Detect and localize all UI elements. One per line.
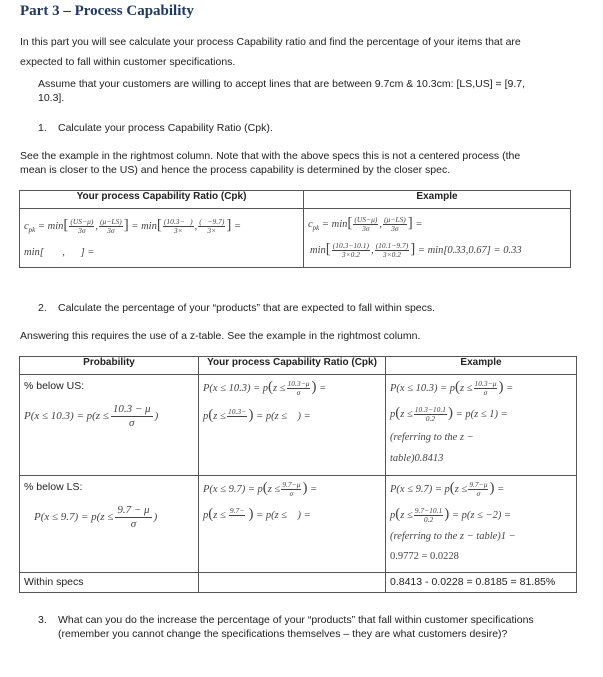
q2-number: 2. xyxy=(38,302,47,314)
below-us-answer-cell[interactable] xyxy=(199,375,386,476)
below-us-cell xyxy=(20,375,199,476)
cpk-min-row: min[ , ] = xyxy=(24,247,95,258)
within-specs-example-cell xyxy=(386,573,577,593)
below-us-ex-line4: table)0.8413 xyxy=(390,453,444,464)
below-us-ex-line3: (referring to the z − xyxy=(390,432,474,443)
intro-line-2: expected to fall within customer specifications. xyxy=(20,56,236,68)
cpk-col-header: Your process Capability Ratio (Cpk) xyxy=(20,191,304,209)
within-specs-example: 0.8413 - 0.0228 = 0.8185 = 81.85% xyxy=(390,576,556,588)
below-ls-formula: P(x ≤ 9.7) = p(z ≤ $\frac{9.7 - \mu}{\sigma}$ ) xyxy=(34,504,158,530)
cpk-example-cell xyxy=(304,209,571,268)
below-us-ex-line2: p(z ≤ $\frac{10.3-10.1}{0.2}$ ) = p(z ≤ 1) = xyxy=(390,405,508,424)
below-us-formula: P(x ≤ 10.3) = p(z ≤ $\frac{10.3 - \mu}{\sigma}$ ) xyxy=(24,403,159,429)
cpk-table xyxy=(19,190,571,268)
below-ls-example-cell xyxy=(386,476,577,573)
cpk-answer-cell[interactable] xyxy=(20,209,304,268)
assume-line-1: Assume that your customers are willing to accept lines that are between 9.7cm & 10.3cm: [LS,US] = [9.7, xyxy=(38,78,526,90)
section-title: Part 3 – Process Capability xyxy=(20,3,194,19)
below-us-ex-line1: P(x ≤ 10.3) = p(z ≤ $\frac{10.3-\mu}{\sigma}$ ) = xyxy=(390,379,514,398)
below-us-answer-line1: P(x ≤ 10.3) = p(z ≤ $\frac{10.3-\mu}{\sigma}$ ) = xyxy=(203,379,327,398)
below-ls-label: % below LS: xyxy=(24,481,83,493)
q1-number: 1. xyxy=(38,122,47,134)
below-us-label: % below US: xyxy=(24,380,85,392)
within-specs-answer-cell[interactable] xyxy=(199,573,386,593)
ex-cpk-result: min[ $\frac{(10.3-10.1)}{3\times 0.2}$ , $\frac{(10.1-9.7)}{3\times 0.2}$ ] = min[0.33,0.67] = 0.33 xyxy=(310,241,522,260)
see-line-1: See the example in the rightmost column. Note that with the above specs this is not a centered process (the xyxy=(20,150,521,162)
example-col-header: Example xyxy=(304,191,571,209)
q1-text: Calculate your process Capability Ratio (Cpk). xyxy=(58,122,273,134)
within-specs-label: Within specs xyxy=(24,576,84,588)
below-ls-answer-line1: P(x ≤ 9.7) = p(z ≤ $\frac{9.7-\mu}{\sigma}$ ) = xyxy=(203,480,318,499)
below-ls-ex-line4: 0.9772 = 0.0228 xyxy=(390,551,459,562)
cpk-formula: $c_{pk} = \min$[ $\frac{(US-\mu)}{3\sigma}$ , $\frac{(\mu-LS)}{3\sigma}$ ] = min[ $\frac{(10.3- )}{3\times}$ , $\frac{( -9.7)}{3\times}$ ] = xyxy=(24,217,242,236)
below-ls-ex-line3: (referring to the z − table)1 − xyxy=(390,531,516,542)
below-ls-answer-line2: p(z ≤ 9.7− ) = p(z ≤ ) = xyxy=(203,506,311,522)
below-ls-ex-line2: p(z ≤ $\frac{9.7-10.1}{0.2}$ ) = p(z ≤ −2) = xyxy=(390,506,512,525)
q3-number: 3. xyxy=(38,614,47,626)
below-us-answer-line2: p(z ≤ 10.3− ) = p(z ≤ ) = xyxy=(203,407,311,423)
q3-line-2: (remember you cannot change the specifications themselves – they are what customers desire)? xyxy=(58,628,508,640)
within-specs-cell xyxy=(20,573,199,593)
below-us-example-cell xyxy=(386,375,577,476)
see-line-2: mean is closer to the US) and hence the process capability is determined by the closer spec. xyxy=(20,164,451,176)
answering-text: Answering this requires the use of a z-table. See the example in the rightmost column. xyxy=(20,330,421,342)
example-header: Example xyxy=(386,357,577,375)
cpk-process-header: Your process Capability Ratio (Cpk) xyxy=(199,357,386,375)
probability-table xyxy=(19,356,577,593)
probability-header: Probability xyxy=(20,357,199,375)
below-ls-answer-cell[interactable] xyxy=(199,476,386,573)
q2-text: Calculate the percentage of your “products” that are expected to fall within specs. xyxy=(58,302,436,314)
ex-cpk-formula: $c_{pk} = \min$[ $\frac{(US-\mu)}{3\sigma}$ , $\frac{(\mu-LS)}{3\sigma}$ ] = xyxy=(308,215,423,234)
q3-line-1: What can you do the increase the percentage of your “products” that fall within customer specifications xyxy=(58,614,534,626)
intro-line-1: In this part you will see calculate your process Capability ratio and find the percentage of your items that are xyxy=(20,36,521,48)
assume-line-2: 10.3]. xyxy=(38,92,65,104)
below-ls-cell xyxy=(20,476,199,573)
below-ls-ex-line1: P(x ≤ 9.7) = p(z ≤ $\frac{9.7-\mu}{\sigma}$ ) = xyxy=(390,480,505,499)
